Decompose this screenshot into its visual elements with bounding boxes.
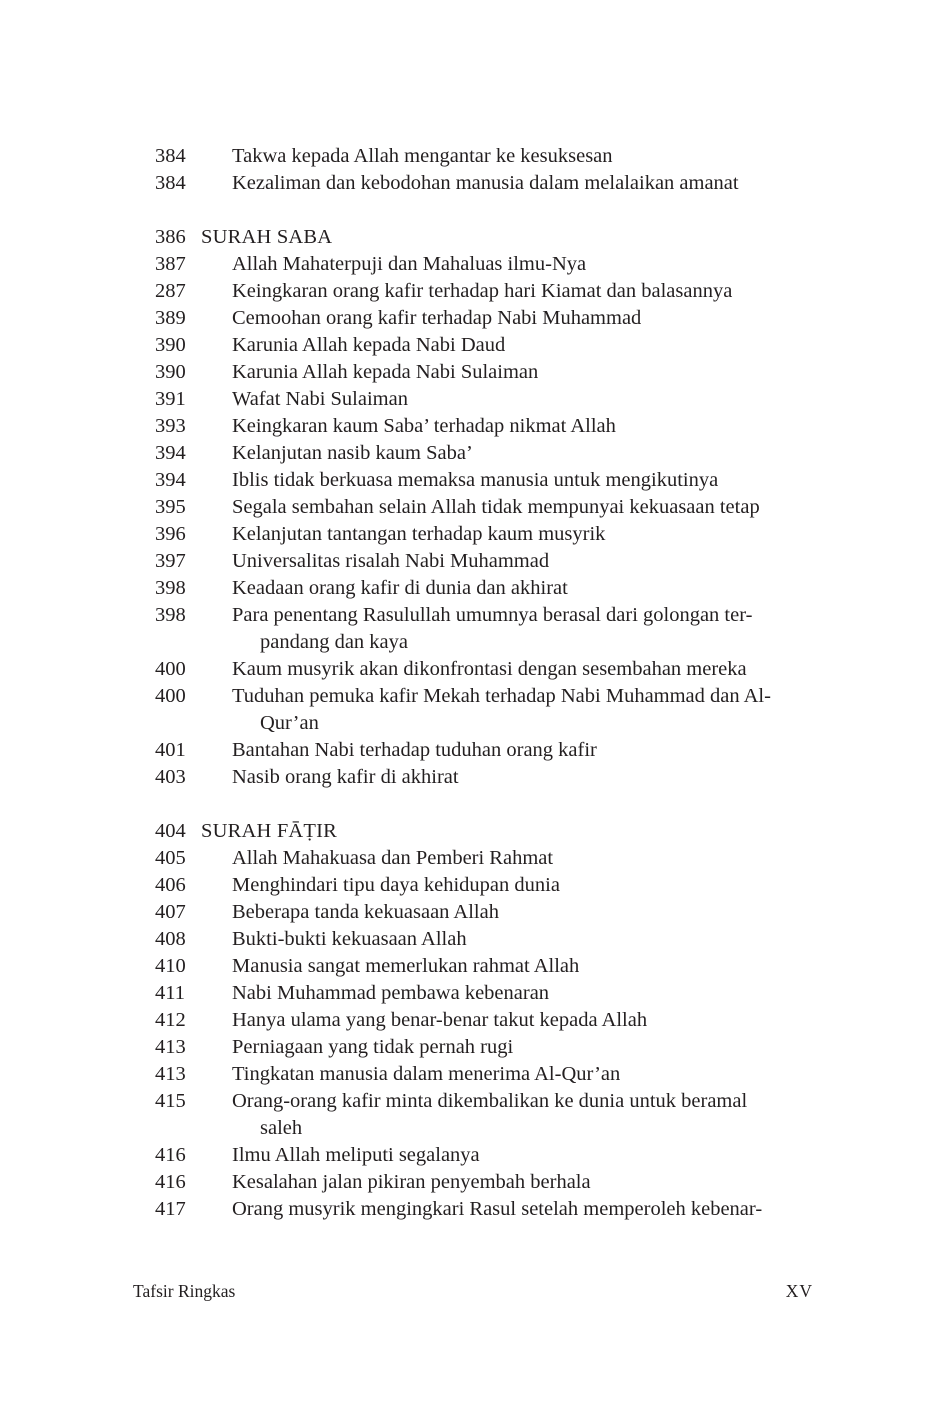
- toc-entry: [155, 170, 815, 197]
- entry-page-number: 417: [155, 1198, 186, 1220]
- entry-title: Kezaliman dan kebodohan manusia dalam melalaikan amanat: [232, 172, 739, 194]
- entry-title: Nabi Muhammad pembawa kebenaran: [232, 982, 550, 1004]
- toc-entry: [155, 980, 815, 1007]
- entry-title: Kaum musyrik akan dikonfrontasi dengan sesembahan mereka: [232, 658, 747, 680]
- entry-title: Nasib orang kafir di akhirat: [232, 766, 459, 788]
- toc-entry: [155, 1034, 815, 1061]
- toc-entry: [155, 251, 815, 278]
- entry-title: Hanya ulama yang benar-benar takut kepada Allah: [232, 1009, 648, 1031]
- toc-entry: [155, 332, 815, 359]
- entry-title: Segala sembahan selain Allah tidak mempunyai kekuasaan tetap: [232, 496, 760, 518]
- entry-title-continuation: Qur’an: [260, 712, 319, 734]
- toc-entry: [155, 1196, 815, 1223]
- toc-entry: [155, 1007, 815, 1034]
- entry-page-number: 408: [155, 928, 186, 950]
- entry-title: Ilmu Allah meliputi segalanya: [232, 1144, 480, 1166]
- entry-page-number: 398: [155, 577, 186, 599]
- toc-entry: [155, 467, 815, 494]
- toc-entry: [155, 656, 815, 683]
- section-gap: [155, 791, 815, 818]
- entry-page-number: 400: [155, 658, 186, 680]
- entry-page-number: 390: [155, 334, 186, 356]
- entry-page-number: 394: [155, 442, 186, 464]
- toc-entry: [155, 845, 815, 872]
- entry-page-number: 391: [155, 388, 186, 410]
- toc-entry: [155, 602, 815, 656]
- entry-title: Karunia Allah kepada Nabi Sulaiman: [232, 361, 539, 383]
- entry-title: Kelanjutan nasib kaum Saba’: [232, 442, 473, 464]
- toc-entry: [155, 440, 815, 467]
- footer-page-number: XV: [785, 1281, 813, 1301]
- entry-title: Wafat Nabi Sulaiman: [232, 388, 408, 410]
- entry-page-number: 397: [155, 550, 186, 572]
- entry-page-number: 400: [155, 685, 186, 707]
- entry-title: Keadaan orang kafir di dunia dan akhirat: [232, 577, 568, 599]
- entry-page-number: 393: [155, 415, 186, 437]
- entry-page-number: 398: [155, 604, 186, 626]
- heading-page-number: 404: [155, 820, 186, 842]
- entry-title: Karunia Allah kepada Nabi Daud: [232, 334, 506, 356]
- entry-title: Orang-orang kafir minta dikembalikan ke dunia untuk beramal: [232, 1090, 748, 1112]
- toc-entry: [155, 1061, 815, 1088]
- entry-page-number: 407: [155, 901, 186, 923]
- entry-page-number: 395: [155, 496, 186, 518]
- entry-page-number: 394: [155, 469, 186, 491]
- section-heading-saba: [155, 224, 815, 251]
- entry-page-number: 387: [155, 253, 186, 275]
- entry-title: Allah Mahaterpuji dan Mahaluas ilmu-Nya: [232, 253, 587, 275]
- toc-entry: [155, 953, 815, 980]
- entry-page-number: 416: [155, 1144, 186, 1166]
- entry-page-number: 411: [155, 982, 185, 1004]
- entry-title-continuation: pandang dan kaya: [260, 631, 408, 653]
- entry-title: Orang musyrik mengingkari Rasul setelah memperoleh kebenar-: [232, 1198, 763, 1220]
- entry-title: Bukti-bukti kekuasaan Allah: [232, 928, 467, 950]
- entry-page-number: 413: [155, 1063, 186, 1085]
- toc-entry: [155, 1169, 815, 1196]
- section-gap: [155, 197, 815, 224]
- toc-entry: [155, 926, 815, 953]
- table-of-contents: [155, 143, 815, 1223]
- entry-title: Universalitas risalah Nabi Muhammad: [232, 550, 550, 572]
- entry-title: Tingkatan manusia dalam menerima Al-Qur’an: [232, 1063, 621, 1085]
- entry-page-number: 415: [155, 1090, 186, 1112]
- toc-entry: [155, 683, 815, 737]
- toc-entry: [155, 359, 815, 386]
- footer-book-title: Tafsir Ringkas: [133, 1281, 236, 1301]
- entry-page-number: 403: [155, 766, 186, 788]
- entry-page-number: 412: [155, 1009, 186, 1031]
- entry-title: Menghindari tipu daya kehidupan dunia: [232, 874, 560, 896]
- toc-entry: [155, 521, 815, 548]
- toc-entry: [155, 278, 815, 305]
- section-heading-fatir: [155, 818, 815, 845]
- toc-entry: [155, 872, 815, 899]
- entry-page-number: 396: [155, 523, 186, 545]
- entry-title: Tuduhan pemuka kafir Mekah terhadap Nabi Muhammad dan Al-: [232, 685, 771, 707]
- entry-page-number: 410: [155, 955, 186, 977]
- toc-entry: [155, 764, 815, 791]
- toc-entry: [155, 413, 815, 440]
- heading-title: SURAH FĀṬIR: [201, 820, 338, 842]
- entry-title: Cemoohan orang kafir terhadap Nabi Muhammad: [232, 307, 642, 329]
- entry-page-number: 390: [155, 361, 186, 383]
- toc-entry: [155, 1088, 815, 1142]
- entry-title: Kelanjutan tantangan terhadap kaum musyrik: [232, 523, 606, 545]
- entry-page-number: 413: [155, 1036, 186, 1058]
- entry-title: Beberapa tanda kekuasaan Allah: [232, 901, 499, 923]
- entry-page-number: 401: [155, 739, 186, 761]
- entry-page-number: 406: [155, 874, 186, 896]
- entry-page-number: 384: [155, 145, 186, 167]
- entry-page-number: 287: [155, 280, 186, 302]
- toc-entry: [155, 1142, 815, 1169]
- toc-entry: [155, 737, 815, 764]
- entry-title: Allah Mahakuasa dan Pemberi Rahmat: [232, 847, 554, 869]
- toc-entry: [155, 548, 815, 575]
- entry-title: Bantahan Nabi terhadap tuduhan orang kafir: [232, 739, 597, 761]
- entry-title: Para penentang Rasulullah umumnya berasal dari golongan ter-: [232, 604, 753, 626]
- entry-title-continuation: saleh: [260, 1117, 303, 1139]
- heading-page-number: 386: [155, 226, 186, 248]
- entry-title: Keingkaran kaum Saba’ terhadap nikmat Allah: [232, 415, 616, 437]
- toc-entry: [155, 494, 815, 521]
- entry-title: Keingkaran orang kafir terhadap hari Kiamat dan balasannya: [232, 280, 733, 302]
- toc-entry: [155, 899, 815, 926]
- entry-title: Takwa kepada Allah mengantar ke kesuksesan: [232, 145, 613, 167]
- entry-title: Iblis tidak berkuasa memaksa manusia untuk mengikutinya: [232, 469, 719, 491]
- toc-entry: [155, 386, 815, 413]
- entry-title: Manusia sangat memerlukan rahmat Allah: [232, 955, 580, 977]
- entry-page-number: 384: [155, 172, 186, 194]
- toc-entry: [155, 143, 815, 170]
- toc-entry: [155, 305, 815, 332]
- toc-entry: [155, 575, 815, 602]
- entry-title: Perniagaan yang tidak pernah rugi: [232, 1036, 514, 1058]
- entry-page-number: 416: [155, 1171, 186, 1193]
- entry-page-number: 405: [155, 847, 186, 869]
- heading-title: SURAH SABA: [201, 226, 333, 248]
- entry-title: Kesalahan jalan pikiran penyembah berhala: [232, 1171, 591, 1193]
- entry-page-number: 389: [155, 307, 186, 329]
